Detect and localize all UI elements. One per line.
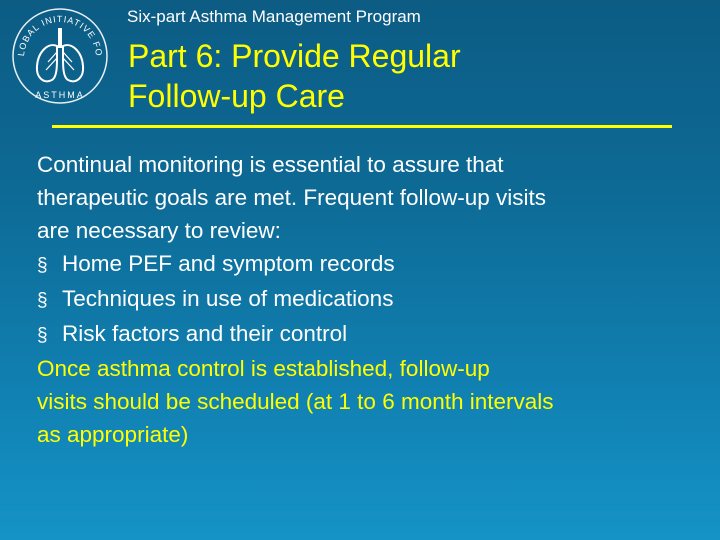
logo-text-top: LOBAL INITIATIVE FO bbox=[15, 13, 105, 58]
title-line-1: Part 6: Provide Regular bbox=[128, 38, 461, 74]
bullet-item bbox=[37, 247, 707, 282]
title-line-2: Follow-up Care bbox=[128, 78, 345, 114]
closing-line-2: visits should be scheduled (at 1 to 6 month intervals bbox=[37, 389, 554, 414]
lungs-seal-icon bbox=[10, 6, 110, 106]
bullet-text: Techniques in use of medications bbox=[62, 286, 394, 311]
program-kicker: Six-part Asthma Management Program bbox=[127, 7, 421, 26]
title-divider bbox=[52, 125, 672, 128]
intro-line-1: Continual monitoring is essential to assure that bbox=[37, 152, 504, 177]
closing-line-1: Once asthma control is established, follow-up bbox=[37, 356, 490, 381]
bullet-text: Home PEF and symptom records bbox=[62, 251, 395, 276]
bullet-section-icon: § bbox=[37, 325, 48, 346]
logo-text-bottom: ASTHMA bbox=[35, 90, 85, 100]
slide-body bbox=[37, 148, 707, 451]
bullet-section-icon: § bbox=[37, 290, 48, 311]
bullet-text: Risk factors and their control bbox=[62, 321, 348, 346]
bullet-section-icon: § bbox=[37, 255, 48, 276]
gina-logo bbox=[10, 6, 110, 106]
intro-line-2: therapeutic goals are met. Frequent follow-up visits bbox=[37, 185, 546, 210]
intro-line-3: are necessary to review: bbox=[37, 218, 281, 243]
bullet-item bbox=[37, 317, 707, 352]
closing-line-3: as appropriate) bbox=[37, 422, 189, 447]
bullet-item bbox=[37, 282, 707, 317]
page-title bbox=[128, 36, 688, 116]
